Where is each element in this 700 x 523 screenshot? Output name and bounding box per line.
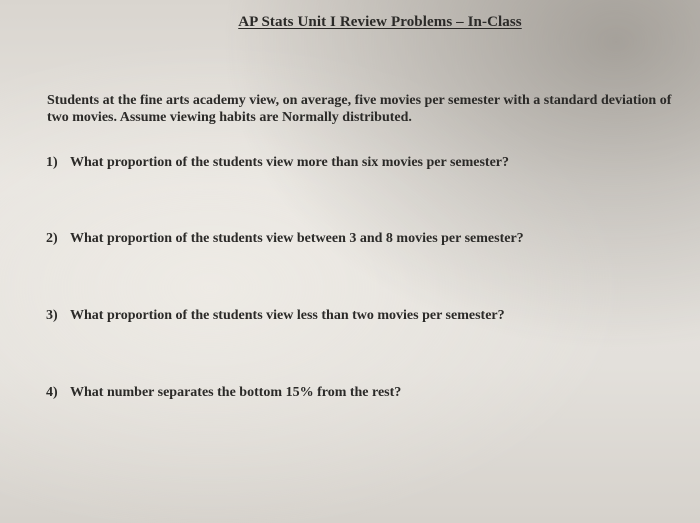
- question-3: [46, 308, 505, 324]
- question-4: [46, 385, 401, 401]
- question-4-text: What number separates the bottom 15% from the rest?: [70, 385, 402, 400]
- question-3-number: 3): [46, 308, 58, 323]
- question-2-text: What proportion of the students view between 3 and 8 movies per semester?: [70, 231, 524, 246]
- question-1-text: What proportion of the students view more than six movies per semester?: [70, 155, 510, 170]
- question-2: [46, 231, 524, 247]
- question-1: [46, 155, 509, 171]
- worksheet-title: AP Stats Unit I Review Problems – In-Class: [238, 14, 522, 30]
- question-1-number: 1): [46, 155, 58, 170]
- problem-intro: Students at the fine arts academy view, on average, five movies per semester with a standard deviation of two movies. Assume viewing habits are Normally distributed.: [47, 93, 672, 125]
- question-3-text: What proportion of the students view less than two movies per semester?: [70, 308, 505, 323]
- question-2-number: 2): [46, 231, 58, 246]
- question-4-number: 4): [46, 385, 58, 400]
